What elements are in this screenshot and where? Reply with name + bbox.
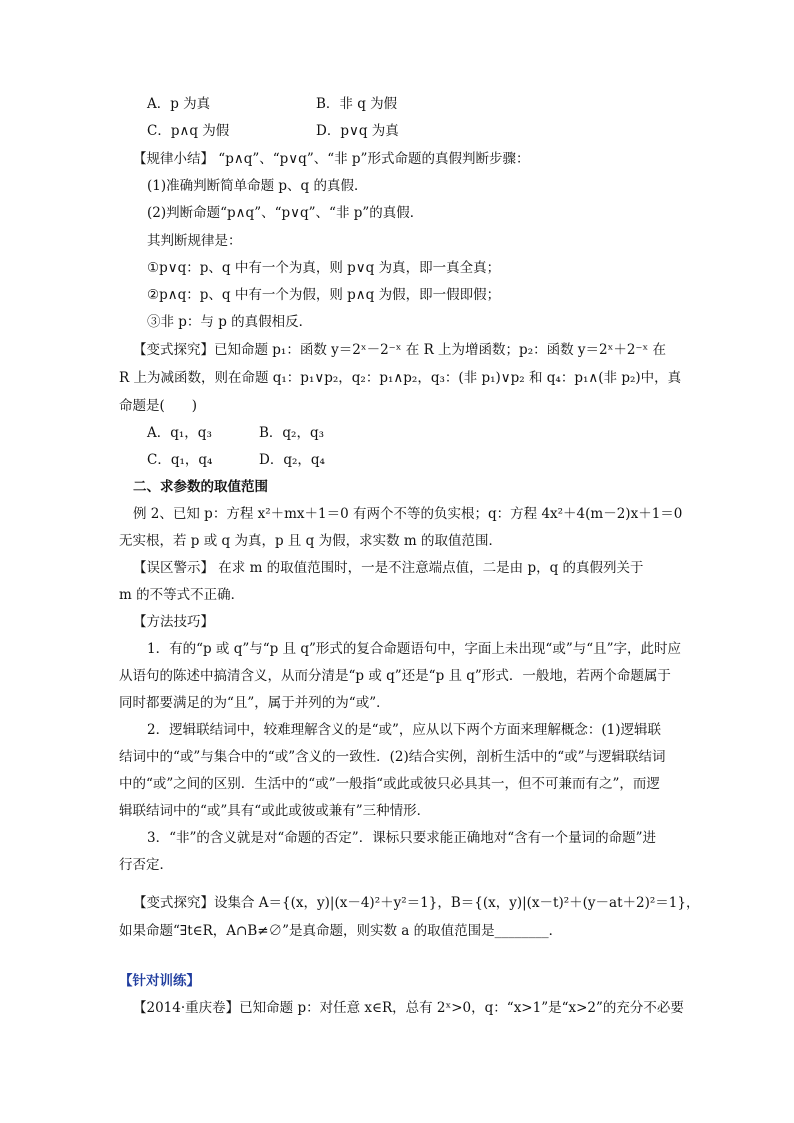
method-title: 【方法技巧】 — [133, 614, 214, 630]
method-line: 行否定． — [119, 857, 173, 873]
rule-summary-title: 【规律小结】 “p∧q”、“p∨q”、“非 p”形式命题的真假判断步骤： — [133, 151, 530, 167]
method-line: 1．有的“p 或 q”与“p 且 q”形式的复合命题语句中，字面上未出现“或”与“且”字，此时应 — [147, 641, 682, 657]
variant1-option-b: B．q₂，q₃ — [259, 425, 325, 441]
rule-summary-line: ②p∧q：p、q 中有一个为假，则 p∧q 为假，即一假即假； — [147, 287, 501, 303]
option-b: B．非 q 为假 — [316, 96, 398, 112]
method-line: 3．“非”的含义就是对“命题的否定”．课标只要求能正确地对“含有一个量词的命题”进 — [147, 830, 656, 846]
variant2-line: 【变式探究】设集合 A＝{(x，y)|(x－4)²＋y²＝1}，B＝{(x，y)|(x－t)²＋(y－at＋2)²＝1}， — [133, 895, 700, 911]
section2-heading: 二、求参数的取值范围 — [133, 479, 268, 495]
rule-summary-line: (2)判断命题“p∧q”、“p∨q”、“非 p”的真假． — [147, 205, 424, 221]
warning-line: m 的不等式不正确． — [119, 587, 245, 603]
variant1-option-a: A．q₁，q₃ — [147, 425, 212, 441]
rule-summary-line: ①p∨q：p、q 中有一个为真，则 p∨q 为真，即一真全真； — [147, 260, 501, 276]
method-line: 结词中的“或”与集合中的“或”含义的一致性．(2)结合实例，剖析生活中的“或”与逻辑联结词 — [119, 749, 666, 765]
example2-line: 无实根，若 p 或 q 为真，p 且 q 为假，求实数 m 的取值范围． — [119, 533, 502, 549]
training-line: 【2014·重庆卷】已知命题 p：对任意 x∈R，总有 2ˣ>0，q：“x>1”是“x>2”的充分不必要 — [133, 1000, 684, 1016]
rule-summary-line: (1)准确判断简单命题 p、q 的真假． — [147, 178, 368, 194]
option-c: C．p∧q 为假 — [147, 123, 230, 139]
rule-summary-line: ③非 p：与 p 的真假相反． — [147, 314, 313, 330]
variant1-option-c: C．q₁，q₄ — [147, 452, 213, 468]
training-heading: 【针对训练】 — [119, 973, 200, 989]
method-line: 中的“或”之间的区别．生活中的“或”一般指“或此或彼只必具其一，但不可兼而有之”，而逻 — [119, 776, 660, 792]
rule-summary-line: 其判断规律是： — [147, 233, 242, 249]
variant1-line: R 上为减函数，则在命题 q₁：p₁∨p₂，q₂：p₁∧p₂，q₃：(非 p₁)∨p₂ 和 q₄：p₁∧(非 p₂)中，真 — [119, 370, 682, 386]
example2-line: 例 2、已知 p：方程 x²＋mx＋1＝0 有两个不等的负实根；q：方程 4x²＋4(m－2)x＋1＝0 — [133, 506, 683, 522]
method-line: 从语句的陈述中搞清含义，从而分清是“p 或 q”还是“p 且 q”形式．一般地，若两个命题属于 — [119, 668, 671, 684]
method-line: 2．逻辑联结词中，较难理解含义的是“或”，应从以下两个方面来理解概念：(1)逻辑联 — [147, 722, 662, 738]
method-line: 同时都要满足的为“且”，属于并列的为“或”． — [119, 695, 390, 711]
warning-line: 【误区警示】 在求 m 的取值范围时，一是不注意端点值，二是由 p，q 的真假列关于 — [133, 560, 644, 576]
variant1-line: 【变式探究】已知命题 p₁：函数 y＝2ˣ－2⁻ˣ 在 R 上为增函数；p₂：函数 y＝2ˣ＋2⁻ˣ 在 — [133, 342, 667, 358]
option-d: D．p∨q 为真 — [316, 123, 399, 139]
method-line: 辑联结词中的“或”具有“或此或彼或兼有”三种情形． — [119, 803, 431, 819]
variant2-line: 如果命题“∃t∈R，A∩B≠∅”是真命题，则实数 a 的取值范围是________． — [119, 923, 563, 939]
variant1-option-d: D．q₂，q₄ — [259, 452, 325, 468]
variant1-line: 命题是( ) — [119, 398, 198, 414]
option-a: A．p 为真 — [147, 96, 211, 112]
